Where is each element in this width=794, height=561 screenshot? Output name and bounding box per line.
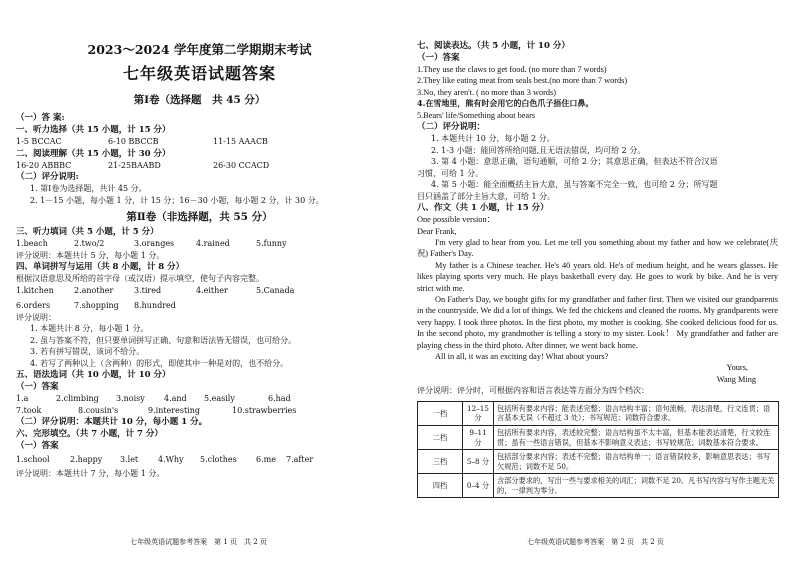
rubric-level: 三档	[418, 450, 463, 474]
section-heading: （二）评分说明:	[16, 172, 79, 182]
answer: 4.either	[196, 285, 228, 295]
answer-title: 七年级英语试题答案	[122, 64, 276, 83]
letter-paragraph: All in all, it was an exciting day! What about yours?	[435, 352, 609, 361]
answer: 5.clothes	[200, 455, 237, 464]
rubric-level: 二档	[418, 425, 463, 449]
answer-page-2	[397, 0, 794, 561]
section-heading: （一）答案	[417, 53, 460, 63]
note-line: 2. 1-3 小题：能回答所给问题,且无语法错误，均可给 2 分。	[431, 145, 646, 155]
letter-signature: Wang Ming	[716, 374, 756, 384]
rubric-score: 0–4 分	[463, 474, 494, 498]
answer: 5.Bears' life/Something about bears	[417, 110, 536, 120]
note-line: 2. 虽与答案不符，但只要单词拼写正确、句意和语法皆无错误，也可给分。	[30, 335, 297, 345]
page-footer: 七年级英语试题参考答案 第 1 页 共 2 页	[130, 538, 267, 546]
answer-row	[16, 405, 383, 417]
answer: 11-15 AAACB	[213, 137, 268, 146]
answer: 6.had	[268, 394, 291, 403]
section-heading: （一）答案	[16, 382, 59, 392]
answer: 21-25BAABD	[108, 160, 161, 170]
answer: 8.hundred	[134, 301, 176, 310]
answer: 16-20 ABBBC	[16, 160, 72, 170]
answer-row	[16, 300, 383, 312]
answer-row	[16, 393, 383, 405]
answer: 1.beach	[16, 239, 48, 248]
answer: 6.me	[256, 455, 276, 464]
rubric-score: 5–8 分	[463, 450, 494, 474]
answer: 5.easily	[204, 394, 235, 403]
rubric-intro: 评分说明：评分时，可根据内容和语言表达等方面分为四个档次：	[417, 386, 649, 396]
rubric-description: 包括所有要求内容，表述较完整；语言结构虽不太丰富，但基本能表达清楚，行文较连贯；虽有一些语言错误，但基本不影响意义表达；书写较规范；词数基本符合要求。	[494, 425, 779, 449]
answer: 7.after	[286, 455, 314, 464]
note-line: 4. 第 5 小题：能全面概括主旨大意，虽与答案不完全一致，也可给 2 分；所写题	[431, 180, 718, 190]
section-heading: （一）答案	[16, 441, 59, 451]
answer: 1.a	[16, 394, 29, 403]
note-line: 4. 若写了两种以上（含两种）的形式，即使其中一种是对的，也不给分。	[30, 358, 289, 368]
section-heading: 八、作文（共 1 小题，计 15 分）	[417, 203, 549, 214]
section-heading: 四、单词拼写与运用（共 8 小题，计 8 分）	[16, 262, 185, 272]
scoring-note: 评分说明：	[16, 312, 56, 322]
section-heading: （二）评分说明：	[417, 122, 486, 133]
table-row	[418, 474, 779, 498]
section-heading: 六、完形填空。（共 7 小题，计 7 分）	[16, 429, 163, 439]
answer: 3.No, they aren't. ( no more than 3 words)	[417, 87, 557, 97]
letter-paragraph: My father is a Chinese teacher. He's 40 years old. He's of medium height, and he wears glasses. He likes playing sports very much. He plays basketball every day. He goes to work by bike. And he is very strict with me.	[417, 260, 778, 293]
answer: 5.Canada	[256, 285, 295, 295]
answer: 3.tired	[134, 285, 162, 295]
section-heading: （一）答 案:	[16, 113, 65, 123]
answer: 4.Why	[158, 455, 184, 464]
note-line: 2. 1－15 小题，每小题 1 分，计 15 分；16－30 小题，每小题 2 分，计 30 分。	[30, 195, 324, 205]
table-row	[418, 450, 779, 474]
note-line: 3. 第 4 小题：意思正确，语句通顺，可给 2 分；其意思正确，但表达不符合汉语	[431, 157, 718, 167]
answer: 8.cousin's	[78, 405, 119, 415]
scoring-note: 评分说明：本题共计 5 分，每小题 1 分。	[16, 250, 165, 260]
section-heading: 二、阅读理解（共 15 小题，计 30 分）	[16, 148, 171, 159]
sample-label: One possible version：	[417, 215, 495, 225]
answer: 4.rained	[196, 239, 230, 248]
answer: 6-10 BBCCB	[108, 137, 159, 146]
part-2-title: 第Ⅱ卷（非选择题，共 55 分）	[126, 211, 273, 223]
scoring-note: 评分说明：本题共计 7 分，每小题 1 分。	[16, 468, 165, 478]
exam-title: 2023～2024 学年度第二学期期末考试	[87, 42, 312, 57]
answer: 3.oranges	[134, 239, 175, 248]
answer-row	[16, 136, 383, 148]
answer: 10.strawberries	[232, 405, 297, 415]
answer-row	[16, 285, 383, 297]
answer: 6.orders	[16, 301, 51, 310]
answer: 1-5 BCCAC	[16, 137, 62, 146]
answer: 1.kitchen	[16, 285, 54, 295]
note-line: 习惯，可给 1 分。	[417, 168, 484, 178]
rubric-score: 9–11 分	[463, 425, 494, 449]
table-row	[418, 425, 779, 449]
answer: 1.school	[16, 455, 50, 464]
answer: 2.They like eating meat from seals best.(no more than 7 words)	[417, 76, 628, 86]
note-line: 1. 第Ⅰ卷为选择题，共计 45 分。	[30, 184, 147, 193]
answer: 2.another	[74, 285, 114, 295]
note-line: 目只涵盖了部分主旨大意，可给 1 分。	[417, 191, 556, 201]
rubric-score: 12–15 分	[463, 401, 494, 425]
part-1-title: 第Ⅰ卷（选择题 共 45 分）	[133, 94, 266, 106]
rubric-level: 四档	[418, 474, 463, 498]
table-row	[418, 401, 779, 425]
answer: 7.shopping	[74, 301, 119, 310]
section-heading: 五、语法选词（共 10 小题，计 10 分）	[16, 370, 171, 380]
section-heading: 七、阅读表达。（共 5 小题，计 10 分）	[417, 41, 570, 51]
answer: 3.let	[120, 455, 139, 464]
instruction: 根据汉语意思及所给的首字母（或汉语）提示填空，使句子内容完整。	[16, 274, 264, 283]
letter-paragraph: On Father's Day, we bought gifts for my grandfather and father first. Then we visited our grandparents in the countryside. We did a lot of things. We fed the chickens and cleaned the rooms. My grandparents were very happy. I took three photos. In the first photo, my mother is cooking. She cooked delicious food for us. In the second photo, my grandmother is telling a story to my sister. Look！ My grandfather and father are playing chess in the third photo. After dinner, we went back home.	[417, 294, 779, 350]
rubric-table	[417, 401, 779, 499]
answer-row	[16, 238, 383, 250]
letter-paragraph: I'm very glad to hear from you. Let me tell you something about my father and how we celebrate(庆祝) Father's Day.	[417, 237, 778, 259]
letter-closing: Yours,	[726, 363, 748, 373]
note-line: 3. 若有拼写错误，该词不给分。	[30, 347, 145, 356]
answer: 7.took	[16, 405, 42, 415]
answer-row	[16, 160, 383, 172]
section-heading: 一、听力选择（共 15 小题，计 15 分）	[16, 125, 171, 135]
scoring-note: （二）评分说明：本题共计 10 分，每小题 1 分。	[16, 417, 208, 427]
answer: 2.climbing	[56, 394, 99, 403]
answer: 9.interesting	[148, 405, 201, 415]
answer-row	[16, 454, 383, 466]
note-line: 1. 本题共计 10 分，每小题 2 分。	[431, 134, 555, 144]
section-heading: 三、听力填词（共 5 小题，计 5 分）	[16, 227, 159, 237]
answer: 4.and	[164, 394, 187, 403]
answer: 4.在雪地里，熊有时会用它的白色爪子捂住口鼻。	[417, 98, 594, 109]
note-line: 1. 本题共计 8 分，每小题 1 分。	[30, 324, 149, 333]
rubric-description: 包括所有要求内容；能表述完整；语言结构丰富；语句流畅，表达清楚，行文连贯；语言基本无误（不超过 3 处）；书写规范；词数符合要求。	[494, 401, 779, 425]
answer: 26-30 CCACD	[213, 160, 270, 170]
answer: 1.They use the claws to get food. (no more than 7 words)	[417, 65, 607, 74]
letter-greeting: Dear Frank,	[417, 226, 457, 236]
rubric-description: 含部分要求的，写出一些与要求相关的词汇；词数不足 20。凡书写内容与写作主题无关的，一律判为零分。	[494, 474, 779, 498]
answer: 3.noisy	[116, 394, 145, 403]
answer: 5.funny	[256, 239, 287, 248]
answer: 2.two/2	[74, 239, 105, 248]
rubric-level: 一档	[418, 401, 463, 425]
rubric-description: 包括部分要求内容；表述不完整；语言结构单一；语言错误较多，影响意思表达；书写欠规范；词数不足 50。	[494, 450, 779, 474]
answer: 2.happy	[70, 455, 103, 464]
page-footer: 七年级英语试题参考答案 第 2 页 共 2 页	[527, 538, 664, 546]
